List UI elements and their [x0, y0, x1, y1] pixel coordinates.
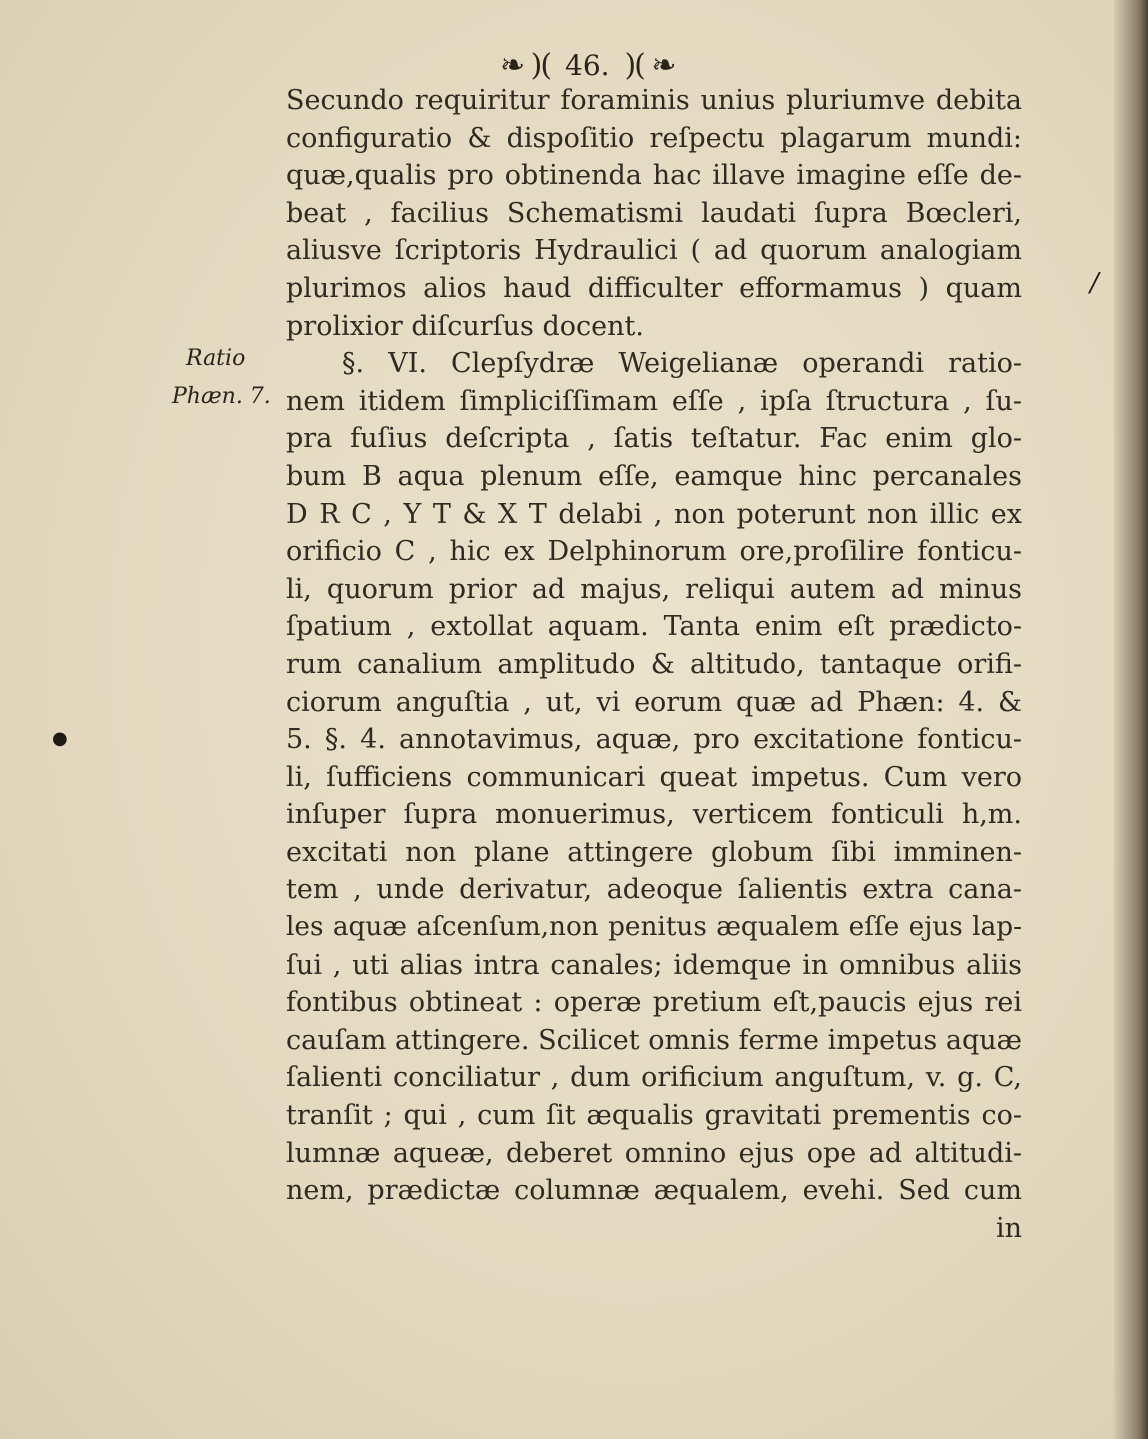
text-line: nem itidem ſimpliciſſimam eſſe , ipſa ſtructura , ſu-	[286, 385, 1022, 417]
text-line: beat , facilius Schematismi laudati ſupra Bœcleri,	[286, 197, 1022, 229]
text-line: pra fuſius deſcripta , ſatis teſtatur. Fac enim glo-	[286, 423, 1022, 455]
text-line: li, ſufficiens communicari queat impetus. Cum vero	[286, 761, 1022, 793]
text-line: tranſit ; qui , cum ſit æqualis gravitati prementis co-	[286, 1100, 1022, 1132]
left-ornament: ❧ )(	[500, 48, 551, 83]
body-text	[286, 82, 1022, 1247]
text-line: aliusve ſcriptoris Hydraulici ( ad quorum analogiam	[286, 235, 1022, 267]
text-line: ciorum anguſtia , ut, vi eorum quæ ad Phæn: 4. &	[286, 686, 1022, 718]
text-line: li, quorum prior ad majus, reliqui autem ad minus	[286, 573, 1022, 605]
section-heading-line: §. VI. Clepſydræ Weigelianæ operandi ratio-	[342, 348, 1022, 380]
text-line: fontibus obtineat : operæ pretium eſt,paucis ejus rei	[286, 987, 1022, 1019]
text-line: ſui , uti alias intra canales; idemque in omnibus aliis	[286, 949, 1022, 981]
text-line: nem, prædictæ columnæ æqualem, evehi. Sed cum	[286, 1175, 1022, 1207]
text-line: les aquæ aſcenſum,non penitus æqualem eſſe ejus lap-	[286, 912, 1022, 943]
text-line: cauſam attingere. Scilicet omnis ferme impetus aquæ	[286, 1024, 1022, 1056]
text-line: configuratio & dispoſitio reſpectu plagarum mundi:	[286, 122, 1022, 154]
catchword: in	[995, 1212, 1022, 1244]
text-line: excitati non plane attingere globum ſibi imminen-	[286, 836, 1022, 868]
text-line: ſalienti conciliatur , dum orificium anguſtum, v. g. C,	[286, 1062, 1022, 1094]
page-number: 46.	[565, 49, 610, 82]
ink-mark-right: /	[1090, 268, 1099, 298]
margin-note-ratio: Ratio	[186, 346, 246, 371]
text-line: 5. §. 4. annotavimus, aquæ, pro excitatione fonticu-	[286, 724, 1022, 756]
page-gutter-shadow	[1114, 0, 1148, 1439]
text-line: inſuper ſupra monuerimus, verticem fonticuli h,m.	[286, 799, 1022, 831]
margin-note-phaen: Phæn. 7.	[172, 384, 271, 409]
text-line: tem , unde derivatur, adeoque ſalientis extra cana-	[286, 874, 1022, 906]
text-line: plurimos alios haud difficulter efformamus ) quam	[286, 272, 1022, 304]
ink-dot-left: ●	[52, 728, 68, 749]
page-header	[500, 48, 780, 84]
text-line: orificio C , hic ex Delphinorum ore,proſilire fonticu-	[286, 536, 1022, 568]
text-line: bum B aqua plenum eſſe, eamque hinc percanales	[286, 460, 1022, 492]
right-ornament: )( ❧	[624, 48, 675, 83]
text-line: prolixior diſcurſus docent.	[286, 310, 644, 342]
text-line: ſpatium , extollat aquam. Tanta enim eſt prædicto-	[286, 611, 1022, 643]
text-line: Secundo requiritur foraminis unius pluriumve debita	[286, 85, 1022, 116]
text-line: D R C , Y T & X T delabi , non poterunt non illic ex	[286, 498, 1022, 530]
text-line: lumnæ aqueæ, deberet omnino ejus ope ad altitudi-	[286, 1137, 1022, 1169]
text-line: rum canalium amplitudo & altitudo, tantaque orifi-	[286, 648, 1022, 680]
text-line: quæ,qualis pro obtinenda hac illave imagine eſſe de-	[286, 160, 1022, 192]
